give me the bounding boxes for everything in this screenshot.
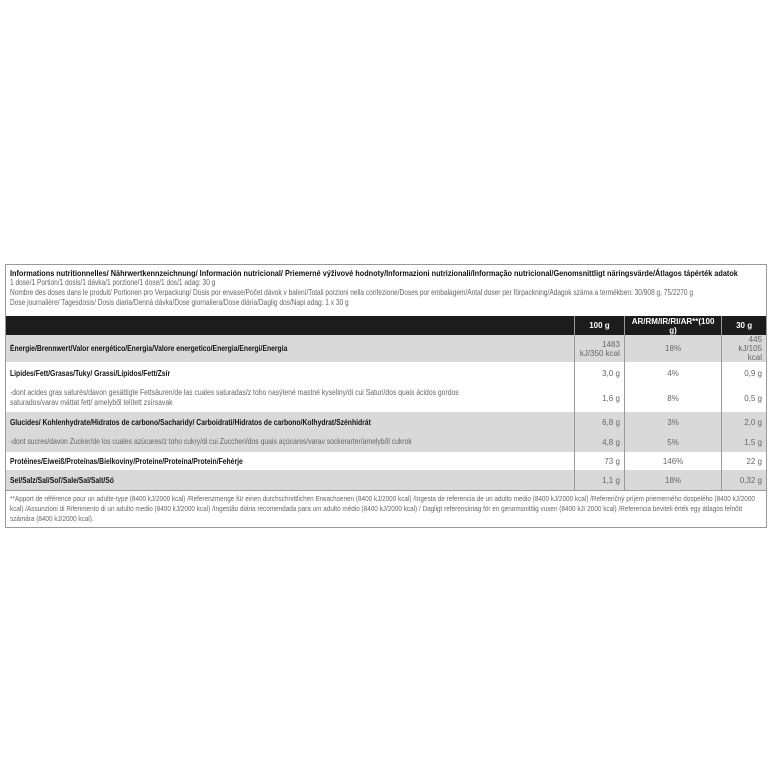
value-ar: 4% — [624, 362, 721, 384]
nutrient-label: Glucides/ Kohlenhydrate/Hidratos de carbono/Sacharidy/ Carboidrati/Hidratos de carbono/Kolhydrat/Szénhidrát — [10, 417, 371, 427]
value-ar: 18% — [624, 335, 721, 362]
table-row — [6, 335, 766, 362]
col-ar: AR/RM/IR/RI/AR**(100 g) — [624, 316, 721, 335]
footnote — [6, 490, 766, 527]
value-30g: 1,5 g — [722, 432, 766, 452]
value-100g: 3,0 g — [575, 362, 625, 384]
value-100g: 1,6 g — [575, 384, 625, 412]
nutrient-label: Lipides/Fett/Grasas/Tuky/ Grassi/Lípidos/Fett/Zsír — [10, 368, 171, 378]
col-30g: 30 g — [722, 316, 766, 335]
value-100g: 6,8 g — [575, 412, 625, 432]
footnote-text: **Apport de référence pour un adulte-type (8400 kJ/2000 kcal) /Referenzmenge für einen durchschnittlichen Erwachsenen (8400 kJ/2000 kcal) /Ingesta de referencia de un adulto medio (8400 kJ/2000 kcal) /Referenčný príjem priemerného dospelého (8400 kJ/2000 kcal) /Assunzioni di Riferimento di un adulto medio (8400 kJ/2000 kcal) /Ingestão diária recomendada para um adulto médio (8400 kJ/2000 kcal) / Dagligt referensintag för en genomsnittlig vuxen (8400 kJ/ 2000 kcal) /Referencia beviteli érték egy átlagos felnőtt számára (8400 kJ/2000 kcal). — [10, 494, 755, 523]
table-row — [6, 384, 766, 412]
nutrient-label: -dont sucres/davon Zucker/de los cuales azúcares/z toho cukry/di cui Zuccheri/dos quais açúcares/varav sockerarter/amelyből cukrok — [10, 437, 412, 446]
col-100g: 100 g — [575, 316, 625, 335]
value-100g: 4,8 g — [575, 432, 625, 452]
col-label — [6, 316, 575, 335]
table-row — [6, 470, 766, 490]
nutrient-label: -dont acides gras saturés/davon gesättigte Fettsäuren/de las cuales saturadas/z toho nasýtené mastné kyseliny/di cui Saturi/dos quais ácidos gordos saturados/varav mättat fett/ amelyből telített zsírsavak — [10, 388, 459, 407]
daily-dose: Dose journalière/ Tagesdosis/ Dosis diaria/Denná dávka/Dose giornaliera/Dose diária/Daglig dos/Napi adag: 1 x 30 g — [10, 298, 349, 307]
value-30g: 0,32 g — [722, 470, 766, 490]
value-ar: 8% — [624, 384, 721, 412]
value-ar: 146% — [624, 452, 721, 470]
value-ar: 5% — [624, 432, 721, 452]
nutrition-header — [6, 265, 766, 310]
table-row — [6, 362, 766, 384]
nutrient-label: Protéines/Eiweiß/Proteínas/Bielkoviny/Proteine/Proteína/Protein/Fehérje — [10, 456, 243, 466]
value-30g: 0,5 g — [722, 384, 766, 412]
nutrient-label: Énergie/Brennwert/Valor energético/Energia/Valore energetico/Energia/Energi/Energia — [10, 344, 288, 353]
value-ar: 18% — [624, 470, 721, 490]
value-30g: 0,9 g — [722, 362, 766, 384]
value-100g: 1483 kJ/350 kcal — [575, 335, 625, 362]
nutrient-label: Sel/Salz/Sal/Soľ/Sale/Sal/Salt/Só — [10, 475, 114, 485]
column-header-row — [6, 316, 766, 335]
value-30g: 2,0 g — [722, 412, 766, 432]
serving-size: 1 dose/1 Portion/1 dosis/1 dávka/1 porzione/1 dose/1 dos/1 adag: 30 g — [10, 278, 216, 287]
value-30g: 22 g — [722, 452, 766, 470]
table-row — [6, 432, 766, 452]
table-row — [6, 452, 766, 470]
value-ar: 3% — [624, 412, 721, 432]
nutrition-title: Informations nutritionnelles/ Nährwertkennzeichnung/ Información nutricional/ Priemerné výživové hodnoty/Informazioni nutrizionali/Informação nutricional/Genomsnittligt näringsvärde/Átlagos tápérték adatok — [10, 268, 738, 278]
value-100g: 1,1 g — [575, 470, 625, 490]
servings-per-pack: Nombre des doses dans le produit/ Portionen pro Verpackung/ Dosis por envase/Počet dávok v balení/Totali porzioni nella confezione/Doses por embalagem/Antal doser per förpackning/Adagok száma a termékben: 30/908 g, 75/2270 g — [10, 288, 694, 297]
nutrition-table — [5, 264, 767, 528]
nutrient-grid — [6, 316, 766, 490]
value-100g: 73 g — [575, 452, 625, 470]
value-30g: 445 kJ/105 kcal — [722, 335, 766, 362]
table-row — [6, 412, 766, 432]
